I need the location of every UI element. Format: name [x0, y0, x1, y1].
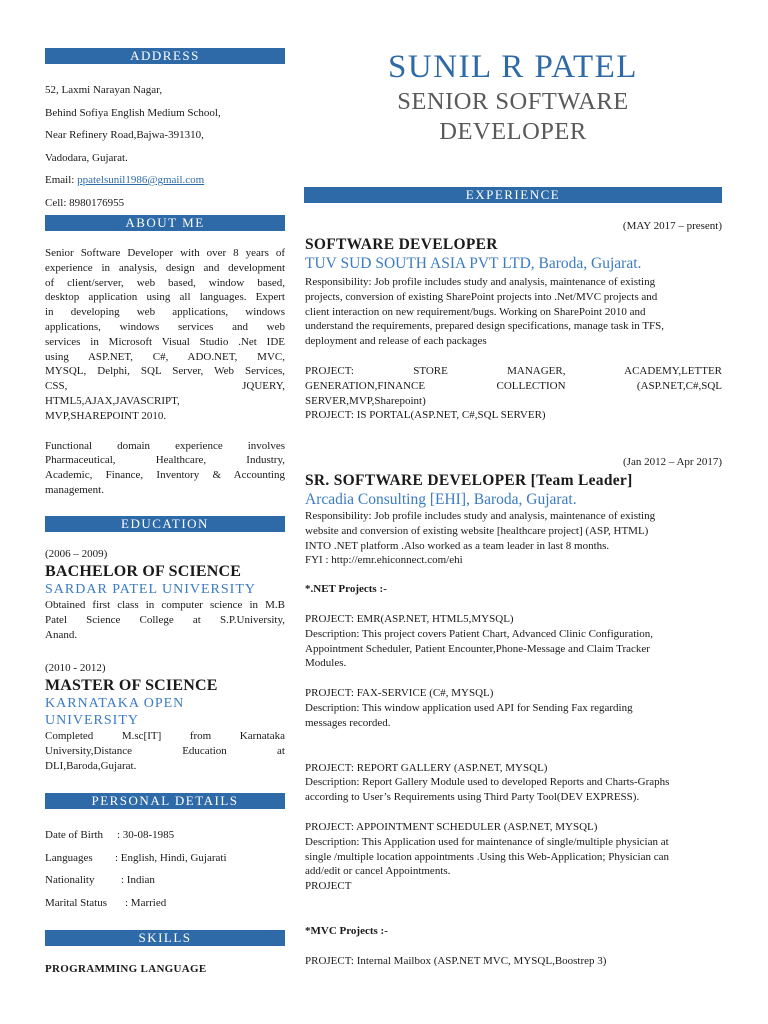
project-line: PROJECT: APPOINTMENT SCHEDULER (ASP.NET, MYSQL) — [305, 820, 598, 833]
job-title-line: DEVELOPER — [439, 118, 587, 145]
job-title: SOFTWARE DEVELOPER — [305, 236, 498, 253]
project-fax — [305, 686, 722, 730]
edu-degree: BACHELOR OF SCIENCE — [45, 563, 242, 580]
project-line: PROJECT: REPORT GALLERY (ASP.NET, MYSQL) — [305, 761, 548, 774]
edu-desc-line: DLI,Baroda,Gujarat. — [45, 760, 137, 772]
about-line: management. — [45, 483, 104, 496]
email-link[interactable]: ppatelsunil1986@gmail.com — [77, 174, 205, 186]
project-line: according to User’s Requirements using Third Party Tool(DEV EXPRESS). — [305, 791, 640, 804]
net-projects-heading: *.NET Projects :- — [305, 583, 387, 596]
address-block — [45, 79, 285, 214]
job-title-line: SENIOR SOFTWARE — [397, 88, 629, 115]
about-line: HTML5,AJAX,JAVASCRIPT, — [45, 394, 180, 407]
project-line: PROJECT: STORE MANAGER, ACADEMY,LETTER — [305, 364, 722, 377]
edu-school: KARNATAKA OPEN — [45, 696, 185, 711]
resp-line: FYI : http://emr.ehiconnect.com/ehi — [305, 554, 463, 567]
education-heading: EDUCATION — [45, 516, 285, 532]
mvc-projects-heading: *MVC Projects :- — [305, 924, 388, 937]
project-line: PROJECT: EMR(ASP.NET, HTML5,MYSQL) — [305, 612, 514, 625]
education-item-bsc — [45, 547, 285, 643]
job-title: SR. SOFTWARE DEVELOPER [Team Leader] — [305, 472, 633, 489]
personal-value: : Indian — [121, 874, 155, 886]
project-line: messages recorded. — [305, 716, 391, 729]
project-mailbox: PROJECT: Internal Mailbox (ASP.NET MVC, MYSQL,Boostrep 3) — [305, 954, 607, 967]
header — [304, 48, 722, 147]
skills-heading: SKILLS — [45, 930, 285, 946]
job-company: TUV SUD SOUTH ASIA PVT LTD, Baroda, Gujarat. — [305, 255, 642, 272]
cell-row: Cell: 8980176955 — [45, 196, 125, 209]
about-text — [45, 246, 285, 498]
edu-desc-line: Patel Science College at S.P.University, — [45, 614, 285, 626]
resp-line: INTO .NET platform .Also worked as a team leader in last 8 months. — [305, 539, 610, 552]
job-dates: (MAY 2017 – present) — [622, 220, 722, 232]
project-line: PROJECT: IS PORTAL(ASP.NET, C#,SQL SERVER) — [305, 409, 546, 422]
personal-row — [45, 869, 285, 892]
about-line: in developing web applications, windows — [45, 306, 285, 319]
project-line: Appointment Scheduler, Patient Encounter,Phone-Message and Claim Tracker — [305, 642, 650, 655]
experience-heading: EXPERIENCE — [304, 187, 722, 203]
personal-label: Languages — [45, 851, 93, 864]
about-line: applications, windows services and web — [45, 320, 285, 333]
education-item-msc — [45, 661, 285, 774]
about-line: desktop application using all languages. Expert — [45, 291, 285, 304]
about-line: using ASP.NET, C#, ADO.NET, MVC, — [45, 350, 285, 363]
edu-degree: MASTER OF SCIENCE — [45, 677, 218, 694]
personal-label: Marital Status — [45, 896, 108, 909]
project-line: GENERATION,FINANCE COLLECTION (ASP.NET,C#,SQL — [305, 379, 722, 392]
address-line: Behind Sofiya English Medium School, — [45, 106, 221, 119]
about-line: Senior Software Developer with over 8 years of — [45, 247, 285, 259]
edu-dates: (2010 - 2012) — [45, 662, 106, 674]
project-scheduler — [305, 820, 722, 894]
project-line: PROJECT — [305, 880, 352, 893]
personal-label: Nationality — [45, 874, 95, 886]
project-line: SERVER,MVP,Sharepoint) — [305, 394, 426, 407]
email-label: Email: — [45, 174, 75, 186]
about-line: Academic, Finance, Inventory & Accounting — [45, 469, 285, 482]
resp-line: deployment and release of each packages — [305, 335, 487, 348]
resp-line: Responsibility: Job profile includes study and analysis, maintenance of existing — [305, 510, 656, 522]
edu-desc-line: Anand. — [45, 629, 78, 641]
about-line: CSS, JQUERY, — [45, 380, 285, 393]
project-line: Description: This Application used for maintenance of single/multiple physician at — [305, 835, 669, 848]
personal-heading: PERSONAL DETAILS — [45, 793, 285, 809]
project-line: Description: Report Gallery Module used to developed Reports and Charts-Graphs — [305, 776, 670, 789]
resp-line: projects, conversion of existing SharePoint projects into .Net/MVC projects and — [305, 290, 658, 303]
about-line: Pharmaceutical, Healthcare, Industry, — [45, 454, 285, 467]
personal-row — [45, 824, 285, 847]
personal-details — [45, 824, 285, 914]
address-line: 52, Laxmi Narayan Nagar, — [45, 84, 163, 96]
job-company: Arcadia Consulting [EHI], Baroda, Gujarat. — [305, 491, 577, 508]
about-heading: ABOUT ME — [45, 215, 285, 231]
job-tuv — [305, 219, 722, 423]
skills-subheading: PROGRAMMING LANGUAGE — [45, 963, 207, 975]
about-line: Functional domain experience involves — [45, 439, 285, 452]
job-dates: (Jan 2012 – Apr 2017) — [623, 456, 722, 468]
address-line: Near Refinery Road,Bajwa-391310, — [45, 129, 204, 141]
about-line: MYSQL, Delphi, SQL Server, Web Services, — [45, 365, 285, 378]
edu-school: SARDAR PATEL UNIVERSITY — [45, 582, 256, 597]
about-line: services in Microsoft Visual Studio .Net IDE — [45, 335, 285, 348]
edu-dates: (2006 – 2009) — [45, 548, 108, 560]
project-line: add/edit or cancel Appointments. — [305, 865, 451, 878]
project-report — [305, 761, 722, 805]
project-line: Modules. — [305, 657, 347, 670]
personal-value: : 30-08-1985 — [117, 829, 175, 841]
about-line: of client/server, web based, window based, — [45, 276, 285, 289]
project-line: single /multiple location appointments .Using this Web-Application; Physician can — [305, 850, 669, 863]
project-line: Description: This window application used API for Sending Fax regarding — [305, 701, 633, 714]
resp-line: Responsibility: Job profile includes study and analysis, maintenance of existing — [305, 276, 656, 288]
personal-value: : English, Hindi, Gujarati — [115, 851, 227, 864]
email-row — [45, 169, 285, 192]
personal-value: : Married — [125, 896, 167, 909]
job-arcadia — [305, 455, 722, 969]
personal-row — [45, 892, 285, 915]
project-line: Description: This project covers Patient Chart, Advanced Clinic Configuration, — [305, 627, 654, 640]
project-emr — [305, 612, 722, 671]
edu-desc-line: Obtained first class in computer science in M.B — [45, 599, 285, 611]
address-line: Vadodara, Gujarat. — [45, 151, 128, 164]
edu-desc-line: Completed M.sc[IT] from Karnataka — [45, 730, 285, 742]
edu-desc-line: University,Distance Education at — [45, 745, 285, 757]
candidate-name: SUNIL R PATEL — [388, 49, 638, 85]
about-line: experience in analysis, design and development — [45, 261, 285, 274]
personal-row — [45, 847, 285, 870]
address-heading: ADDRESS — [45, 48, 285, 64]
edu-school: UNIVERSITY — [45, 713, 139, 728]
resp-line: understand the requirements, prepared design specifications, manage task in TFS, — [305, 320, 665, 333]
personal-label: Date of Birth — [45, 829, 104, 841]
project-line: PROJECT: FAX-SERVICE (C#, MYSQL) — [305, 687, 494, 700]
resp-line: client interaction on new requirement/bugs. Working on SharePoint 2010 and — [305, 305, 646, 318]
resp-line: website and conversion of existing website [healthcare project] (ASP, HTML) — [305, 524, 649, 537]
about-line: MVP,SHAREPOINT 2010. — [45, 409, 167, 422]
